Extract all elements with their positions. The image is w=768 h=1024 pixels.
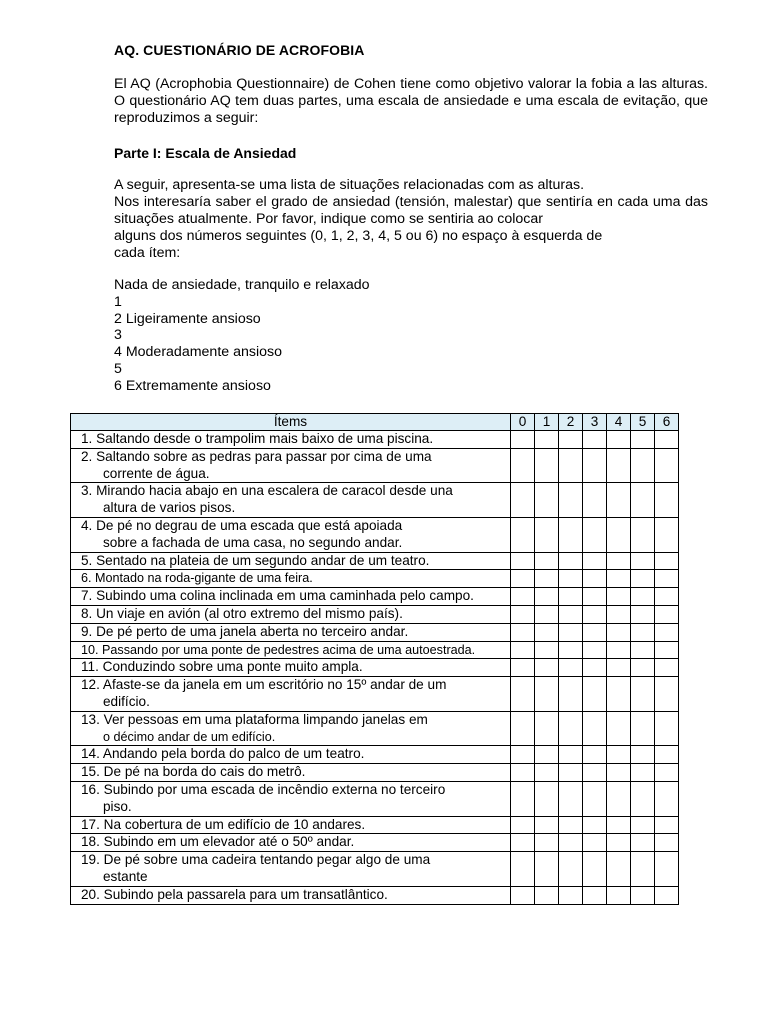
header-score: 1	[535, 414, 559, 431]
score-cell[interactable]	[535, 623, 559, 641]
score-cell[interactable]	[607, 483, 631, 518]
item-text-continued: sobre a fachada de uma casa, no segundo andar.	[103, 534, 403, 550]
score-cell[interactable]	[631, 517, 655, 552]
item-text-cell	[71, 834, 511, 852]
score-cell[interactable]	[631, 852, 655, 887]
table-row	[71, 781, 679, 816]
header-score: 6	[655, 414, 679, 431]
score-cell[interactable]	[607, 448, 631, 483]
table-row	[71, 834, 679, 852]
score-cell[interactable]	[535, 886, 559, 904]
item-text-cell	[71, 431, 511, 449]
item-text-cell	[71, 570, 511, 588]
table-row	[71, 641, 679, 659]
score-cell[interactable]	[583, 605, 607, 623]
score-cell[interactable]	[655, 431, 679, 449]
score-cell[interactable]	[559, 448, 583, 483]
score-cell[interactable]	[583, 711, 607, 746]
score-cell[interactable]	[535, 746, 559, 764]
scale-level: Nada de ansiedade, tranquilo e relaxado	[114, 277, 370, 293]
item-text: 6. Montado na roda-gigante de uma feira.	[81, 571, 313, 586]
header-score: 3	[583, 414, 607, 431]
header-score: 4	[607, 414, 631, 431]
score-cell[interactable]	[535, 448, 559, 483]
score-cell[interactable]	[655, 552, 679, 570]
item-text-continued: corrente de água.	[103, 465, 210, 481]
score-cell[interactable]	[559, 677, 583, 712]
table-row	[71, 816, 679, 834]
score-cell[interactable]	[655, 816, 679, 834]
score-cell[interactable]	[511, 588, 535, 606]
score-cell[interactable]	[607, 886, 631, 904]
score-cell[interactable]	[655, 886, 679, 904]
item-text: 5. Sentado na plateia de um segundo andar de um teatro.	[81, 552, 430, 568]
score-cell[interactable]	[511, 816, 535, 834]
score-cell[interactable]	[607, 746, 631, 764]
score-cell[interactable]	[535, 641, 559, 659]
score-cell[interactable]	[535, 852, 559, 887]
score-cell[interactable]	[583, 483, 607, 518]
scale-level: 6 Extremamente ansioso	[114, 377, 271, 394]
score-cell[interactable]	[607, 711, 631, 746]
score-cell[interactable]	[559, 570, 583, 588]
item-text-continued: edifício.	[103, 693, 150, 709]
score-cell[interactable]	[655, 746, 679, 764]
item-text-continued: estante	[103, 868, 148, 884]
score-cell[interactable]	[655, 483, 679, 518]
score-cell[interactable]	[655, 677, 679, 712]
score-cell[interactable]	[511, 605, 535, 623]
header-score: 0	[511, 414, 535, 431]
score-cell[interactable]	[655, 517, 679, 552]
score-cell[interactable]	[655, 641, 679, 659]
item-text-cell	[71, 623, 511, 641]
instruction-line: cada ítem:	[114, 245, 181, 261]
instruction-line: A seguir, apresenta-se uma lista de situações relacionadas com as alturas.	[114, 177, 585, 193]
score-cell[interactable]	[631, 483, 655, 518]
score-cell[interactable]	[535, 552, 559, 570]
score-cell[interactable]	[607, 517, 631, 552]
score-cell[interactable]	[631, 677, 655, 712]
anxiety-scale-legend	[114, 277, 370, 395]
score-cell[interactable]	[559, 711, 583, 746]
table-row	[71, 605, 679, 623]
score-cell[interactable]	[535, 816, 559, 834]
score-cell[interactable]	[631, 641, 655, 659]
table-row	[71, 659, 679, 677]
item-text: 3. Mirando hacia abajo en una escalera de caracol desde una	[81, 483, 453, 499]
score-cell[interactable]	[535, 781, 559, 816]
item-text-continued: piso.	[103, 798, 132, 814]
score-cell[interactable]	[511, 431, 535, 449]
score-cell[interactable]	[655, 852, 679, 887]
item-text-cell	[71, 886, 511, 904]
score-cell[interactable]	[607, 641, 631, 659]
score-cell[interactable]	[511, 448, 535, 483]
table-row	[71, 886, 679, 904]
item-text-cell	[71, 711, 511, 746]
score-cell[interactable]	[559, 764, 583, 782]
header-score: 5	[631, 414, 655, 431]
score-cell[interactable]	[511, 834, 535, 852]
score-cell[interactable]	[583, 781, 607, 816]
score-cell[interactable]	[607, 552, 631, 570]
table-row	[71, 764, 679, 782]
score-cell[interactable]	[655, 623, 679, 641]
score-cell[interactable]	[511, 641, 535, 659]
score-cell[interactable]	[559, 886, 583, 904]
item-text-cell	[71, 605, 511, 623]
item-text: 17. Na cobertura de um edifício de 10 andares.	[81, 816, 366, 832]
table-row	[71, 517, 679, 552]
score-cell[interactable]	[607, 623, 631, 641]
score-cell[interactable]	[535, 764, 559, 782]
score-cell[interactable]	[631, 570, 655, 588]
item-text-continued: altura de varios pisos.	[103, 500, 236, 516]
item-text-cell	[71, 641, 511, 659]
instructions-paragraph	[114, 177, 708, 262]
item-text: 19. De pé sobre uma cadeira tentando pegar algo de uma	[81, 852, 431, 868]
item-text: 10. Passando por uma ponte de pedestres acima de uma autoestrada.	[81, 642, 476, 657]
score-cell[interactable]	[583, 764, 607, 782]
score-cell[interactable]	[559, 605, 583, 623]
score-cell[interactable]	[655, 764, 679, 782]
table-row	[71, 677, 679, 712]
scale-level: 1	[114, 293, 122, 310]
score-cell[interactable]	[583, 588, 607, 606]
item-text-cell	[71, 517, 511, 552]
score-cell[interactable]	[559, 746, 583, 764]
item-text-cell	[71, 677, 511, 712]
table-row	[71, 588, 679, 606]
score-cell[interactable]	[535, 483, 559, 518]
item-text-cell	[71, 852, 511, 887]
item-text: 2. Saltando sobre as pedras para passar por cima de uma	[81, 448, 432, 464]
score-cell[interactable]	[535, 677, 559, 712]
item-text: 15. De pé na borda do cais do metrô.	[81, 764, 306, 780]
score-cell[interactable]	[583, 834, 607, 852]
score-cell[interactable]	[583, 448, 607, 483]
score-cell[interactable]	[511, 483, 535, 518]
item-text: 18. Subindo em um elevador até o 50º andar.	[81, 834, 355, 850]
item-text: 8. Un viaje en avión (al otro extremo del mismo país).	[81, 605, 403, 621]
scale-level: 2 Ligeiramente ansioso	[114, 310, 261, 327]
score-cell[interactable]	[535, 517, 559, 552]
item-text-cell	[71, 448, 511, 483]
item-text: 14. Andando pela borda do palco de um teatro.	[81, 746, 365, 762]
score-cell[interactable]	[655, 834, 679, 852]
score-cell[interactable]	[655, 588, 679, 606]
score-cell[interactable]	[607, 852, 631, 887]
item-text: 13. Ver pessoas em uma plataforma limpando janelas em	[81, 711, 428, 727]
score-cell[interactable]	[583, 677, 607, 712]
scale-level: 3	[114, 327, 122, 344]
score-cell[interactable]	[631, 448, 655, 483]
score-cell[interactable]	[583, 886, 607, 904]
score-cell[interactable]	[559, 641, 583, 659]
intro-paragraph: El AQ (Acrophobia Questionnaire) de Cohen tiene como objetivo valorar la fobia a las alturas. O questionário AQ tem duas partes, uma escala de ansiedade e uma escala de evitação, que reproduzimos a seguir:	[114, 76, 708, 126]
item-text-cell	[71, 816, 511, 834]
score-cell[interactable]	[511, 552, 535, 570]
scale-level: 5	[114, 360, 122, 377]
table-row	[71, 746, 679, 764]
score-cell[interactable]	[607, 659, 631, 677]
item-text-cell	[71, 483, 511, 518]
score-cell[interactable]	[631, 659, 655, 677]
score-cell[interactable]	[631, 711, 655, 746]
score-cell[interactable]	[583, 431, 607, 449]
header-items: Ítems	[71, 414, 511, 431]
score-cell[interactable]	[511, 711, 535, 746]
score-cell[interactable]	[559, 781, 583, 816]
score-cell[interactable]	[631, 746, 655, 764]
score-cell[interactable]	[631, 431, 655, 449]
item-text: 1. Saltando desde o trampolim mais baixo de uma piscina.	[81, 431, 434, 446]
score-cell[interactable]	[607, 781, 631, 816]
score-cell[interactable]	[655, 570, 679, 588]
table-row	[71, 448, 679, 483]
score-cell[interactable]	[583, 852, 607, 887]
item-text: 11. Conduzindo sobre uma ponte muito ampla.	[81, 659, 363, 675]
score-cell[interactable]	[631, 623, 655, 641]
score-cell[interactable]	[631, 816, 655, 834]
score-cell[interactable]	[607, 605, 631, 623]
score-cell[interactable]	[655, 659, 679, 677]
score-cell[interactable]	[631, 588, 655, 606]
score-cell[interactable]	[631, 764, 655, 782]
score-cell[interactable]	[559, 552, 583, 570]
document-title: AQ. CUESTIONÁRIO DE ACROFOBIA	[114, 42, 365, 58]
score-cell[interactable]	[655, 448, 679, 483]
item-text-continued: o décimo andar de um edifício.	[103, 729, 276, 744]
score-cell[interactable]	[511, 659, 535, 677]
score-cell[interactable]	[607, 431, 631, 449]
score-cell[interactable]	[511, 677, 535, 712]
score-cell[interactable]	[511, 570, 535, 588]
item-text-cell	[71, 659, 511, 677]
item-text: 9. De pé perto de uma janela aberta no terceiro andar.	[81, 623, 409, 639]
score-cell[interactable]	[559, 834, 583, 852]
score-cell[interactable]	[631, 886, 655, 904]
score-cell[interactable]	[559, 431, 583, 449]
score-cell[interactable]	[559, 623, 583, 641]
table-row	[71, 552, 679, 570]
table-body	[71, 431, 679, 905]
score-cell[interactable]	[535, 431, 559, 449]
score-cell[interactable]	[511, 852, 535, 887]
score-cell[interactable]	[559, 483, 583, 518]
score-cell[interactable]	[607, 588, 631, 606]
score-cell[interactable]	[559, 816, 583, 834]
score-cell[interactable]	[655, 781, 679, 816]
score-cell[interactable]	[631, 834, 655, 852]
items-table	[70, 413, 679, 905]
item-text: 4. De pé no degrau de uma escada que está apoiada	[81, 517, 403, 533]
score-cell[interactable]	[583, 570, 607, 588]
score-cell[interactable]	[535, 711, 559, 746]
score-cell[interactable]	[583, 623, 607, 641]
score-cell[interactable]	[583, 552, 607, 570]
score-cell[interactable]	[607, 764, 631, 782]
score-cell[interactable]	[583, 816, 607, 834]
score-cell[interactable]	[535, 570, 559, 588]
score-cell[interactable]	[535, 659, 559, 677]
item-text: 20. Subindo pela passarela para um transatlântico.	[81, 886, 388, 902]
table-row	[71, 711, 679, 746]
score-cell[interactable]	[607, 677, 631, 712]
instruction-line: alguns dos números seguintes (0, 1, 2, 3, 4, 5 ou 6) no espaço à esquerda de	[114, 228, 603, 244]
item-text-cell	[71, 781, 511, 816]
score-cell[interactable]	[511, 764, 535, 782]
score-cell[interactable]	[607, 816, 631, 834]
score-cell[interactable]	[511, 886, 535, 904]
header-score: 2	[559, 414, 583, 431]
score-cell[interactable]	[607, 834, 631, 852]
score-cell[interactable]	[535, 605, 559, 623]
score-cell[interactable]	[583, 517, 607, 552]
item-text-cell	[71, 588, 511, 606]
table-row	[71, 852, 679, 887]
score-cell[interactable]	[655, 711, 679, 746]
score-cell[interactable]	[631, 781, 655, 816]
score-cell[interactable]	[559, 517, 583, 552]
table-row	[71, 570, 679, 588]
score-cell[interactable]	[631, 552, 655, 570]
score-cell[interactable]	[583, 641, 607, 659]
score-cell[interactable]	[511, 623, 535, 641]
score-cell[interactable]	[559, 588, 583, 606]
item-text: 16. Subindo por uma escada de incêndio externa no terceiro	[81, 781, 446, 797]
item-text-cell	[71, 552, 511, 570]
scale-level: 4 Moderadamente ansioso	[114, 344, 282, 361]
score-cell[interactable]	[559, 852, 583, 887]
table-row	[71, 431, 679, 449]
instruction-line: Nos interesaría saber el grado de ansiedad (tensión, malestar) que sentiría en cada uma das situações atualmente. Por favor, indique como se sentiria ao colocar	[114, 194, 708, 227]
table-row	[71, 623, 679, 641]
score-cell[interactable]	[511, 517, 535, 552]
score-cell[interactable]	[583, 659, 607, 677]
score-cell[interactable]	[511, 781, 535, 816]
score-cell[interactable]	[535, 588, 559, 606]
score-cell[interactable]	[655, 605, 679, 623]
item-text-cell	[71, 764, 511, 782]
score-cell[interactable]	[631, 605, 655, 623]
table-row	[71, 483, 679, 518]
score-cell[interactable]	[607, 570, 631, 588]
score-cell[interactable]	[511, 746, 535, 764]
score-cell[interactable]	[559, 659, 583, 677]
score-cell[interactable]	[535, 834, 559, 852]
table-header-row	[71, 414, 679, 431]
item-text-cell	[71, 746, 511, 764]
item-text: 7. Subindo uma colina inclinada em uma caminhada pelo campo.	[81, 588, 474, 604]
part-title: Parte I: Escala de Ansiedad	[114, 145, 297, 161]
score-cell[interactable]	[583, 746, 607, 764]
item-text: 12. Afaste-se da janela em um escritório no 15º andar de um	[81, 677, 447, 693]
